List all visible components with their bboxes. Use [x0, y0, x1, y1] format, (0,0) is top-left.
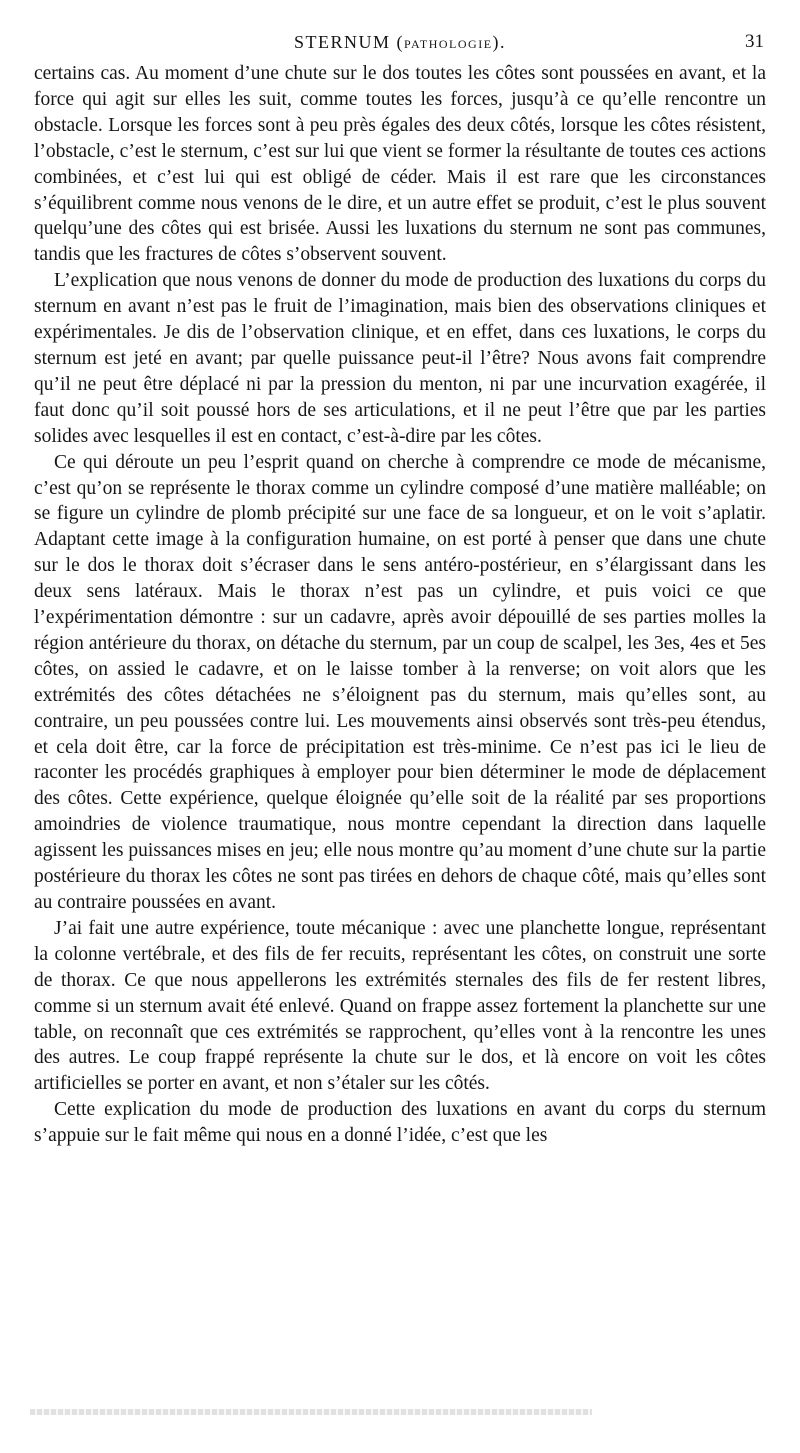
- running-title-subtitle: PATHOLOGIE: [403, 37, 493, 51]
- page-number: 31: [745, 31, 764, 52]
- running-title-close: ).: [492, 32, 507, 52]
- running-title-main: STERNUM (: [293, 32, 404, 52]
- bleed-through-line: [30, 1409, 592, 1415]
- running-header: [0, 30, 800, 54]
- paragraph-3: Ce qui déroute un peu l’esprit quand on cherche à comprendre ce mode de mécanisme, c’est qu’on se représente le thorax comme un cylindre composé d’une matière malléable; on se figure un cylindre de plomb précipité sur une face de sa longueur, et on le voit s’aplatir. Adaptant cette image à la configuration humaine, on est porté à penser que dans une chute sur le dos le thorax doit s’écraser dans le sens antéro-postérieur, en s’élargissant dans les deux sens latéraux. Mais le thorax n’est pas un cylindre, et puis voici ce que l’expérimentation démontre : sur un cadavre, après avoir dépouillé de ses parties molles la région antérieure du thorax, on détache du sternum, par un coup de scalpel, les 3es, 4es et 5es côtes, on assied le cadavre, et on le laisse tomber à la renverse; on voit alors que les extrémités des côtes détachées ne s’éloignent pas du sternum, mais qu’elles sont, au contraire, un peu poussées contre lui. Les mouvements ainsi observés sont très-peu étendus, et cela doit être, car la force de précipitation est très-minime. Ce n’est pas ici le lieu de raconter les procédés graphiques à employer pour bien déterminer le mode de déplacement des côtes. Cette expérience, quelque éloignée qu’elle soit de la réalité par ses proportions amoindries de violence traumatique, nous montre cependant la direction dans laquelle agissent les puissances mises en jeu; elle nous montre qu’au moment d’une chute sur la partie postérieure du thorax les côtes ne sont pas tirées en dehors de chaque côté, mais qu’elles sont au contraire poussées en avant.: [34, 451, 766, 913]
- paragraph-1: certains cas. Au moment d’une chute sur le dos toutes les côtes sont poussées en avant, et la force qui agit sur elles les suit, comme toutes les forces, jusqu’à ce qu’elle rencontre un obstacle. Lorsque les forces sont à peu près égales des deux côtés, lorsque les côtes résistent, l’obstacle, c’est le sternum, c’est sur lui que vient se former la résultante de toutes ces actions combinées, et c’est lui qui est obligé de céder. Mais il est rare que les circonstances s’équilibrent comme nous venons de le dire, et un autre effet se produit, c’est le plus souvent quelqu’une des côtes qui est brisée. Aussi les luxations du sternum ne sont pas communes, tandis que les fractures de côtes s’observent souvent.: [34, 63, 766, 266]
- paragraph-5: Cette explication du mode de production des luxations en avant du corps du sternum s’appuie sur le fait même qui nous en a donné l’idée, c’est que les: [34, 1099, 766, 1147]
- paragraph-4: J’ai fait une autre expérience, toute mécanique : avec une planchette longue, représentant la colonne vertébrale, et des fils de fer recuits, représentant les côtes, on construit une sorte de thorax. Ce que nous appellerons les extrémités sternales des fils de fer restent libres, comme si un sternum avait été enlevé. Quand on frappe assez fortement la planchette sur une table, on reconnaît que ces extrémités se rapprochent, qu’elles vont à la rencontre les unes des autres. Le coup frappé représente la chute sur le dos, et là encore on voit les côtes artificielles se porter en avant, et non s’étaler sur les côtés.: [34, 917, 766, 1095]
- running-title: [0, 30, 800, 56]
- body-text: [34, 61, 766, 1149]
- paragraph-2: L’explication que nous venons de donner du mode de production des luxations du corps du sternum en avant n’est pas le fruit de l’imagination, mais bien des observations cliniques et expérimentales. Je dis de l’observation clinique, et en effet, dans ces luxations, le corps du sternum est jeté en avant; par quelle puissance peut-il l’être? Nous avons fait comprendre qu’il ne peut être déplacé ni par la pression du menton, ni par une incurvation exagérée, il faut donc qu’il soit poussé hors de ses articulations, et il ne peut l’être que par les parties solides avec lesquelles il est en contact, c’est-à-dire par les côtes.: [34, 270, 766, 447]
